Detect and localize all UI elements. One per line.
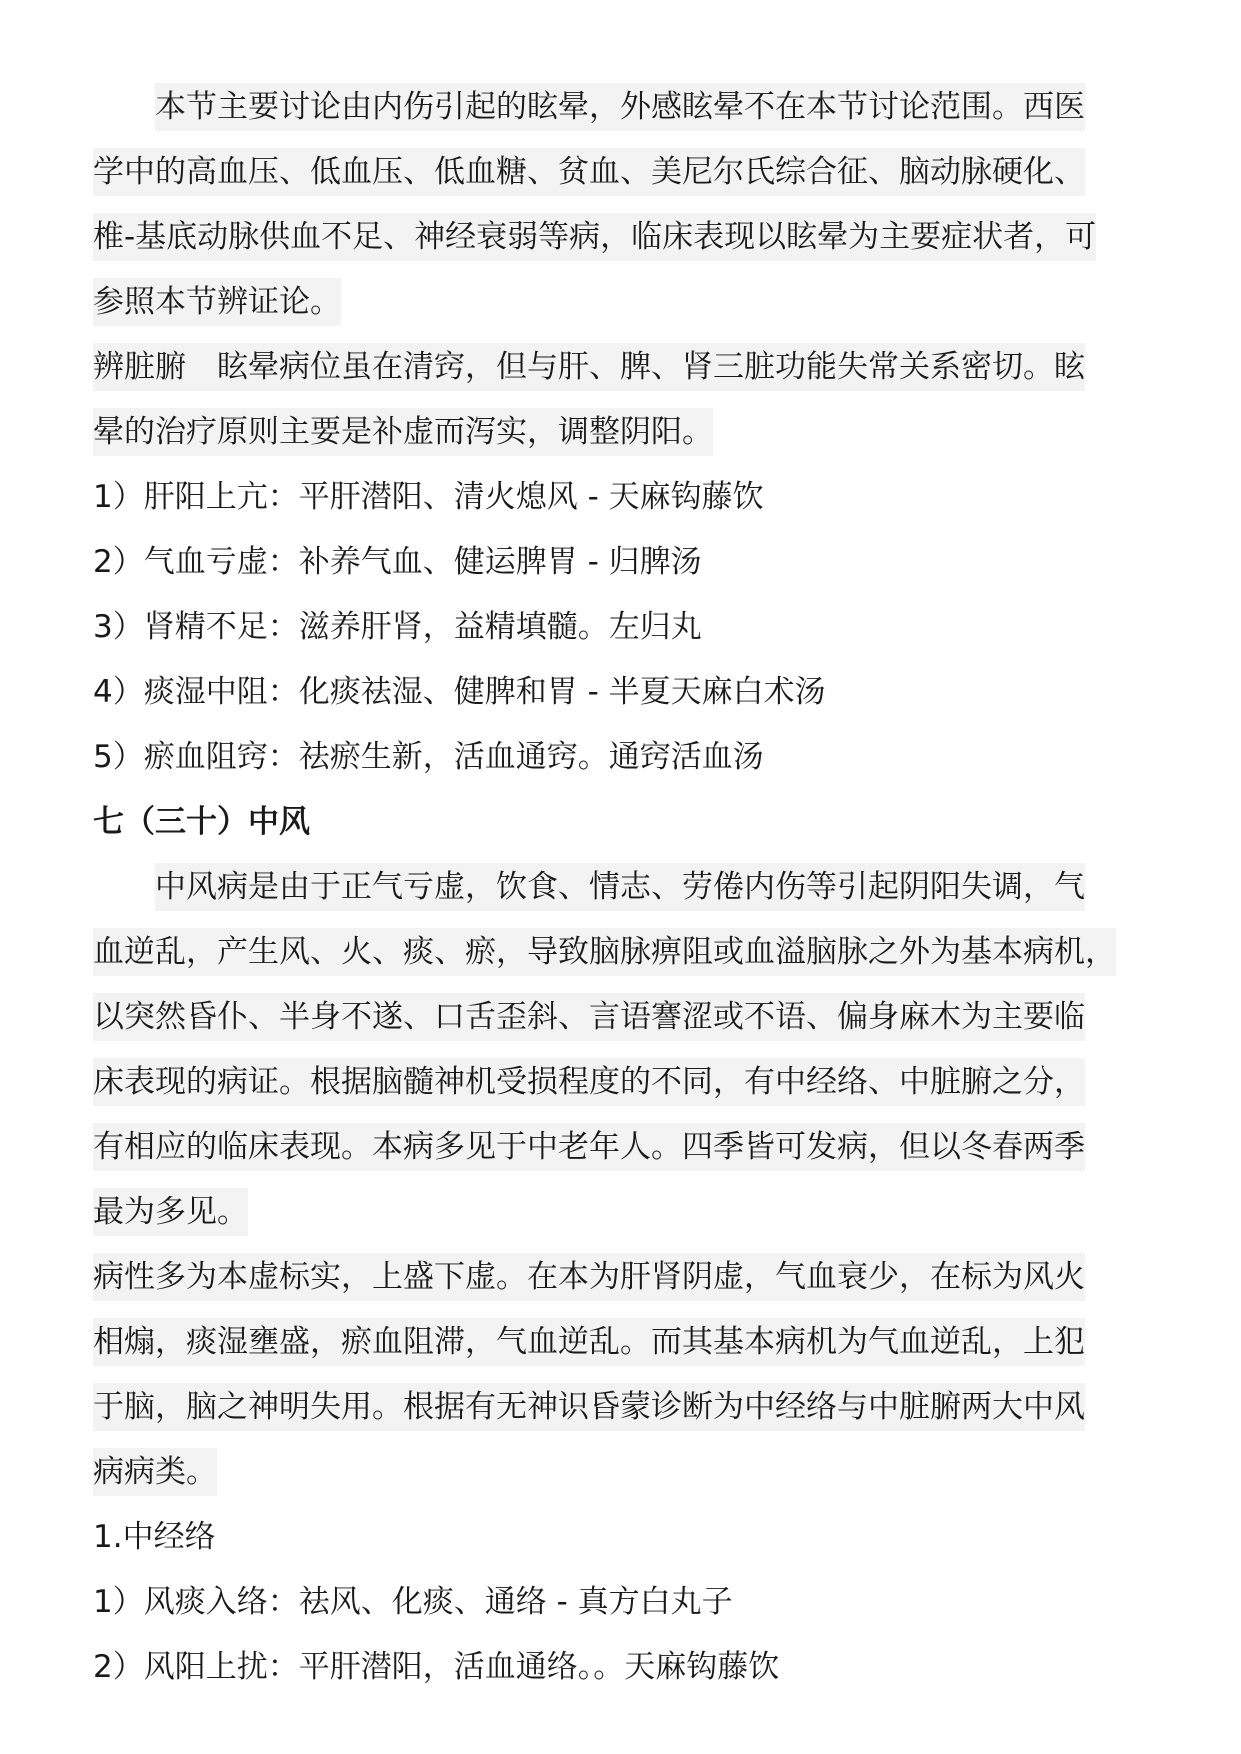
text-span: 2）气血亏虚：补养气血、健运脾胃 - 归脾汤 bbox=[93, 544, 702, 580]
paragraph-line bbox=[93, 75, 1165, 140]
document-page bbox=[93, 75, 1165, 1700]
section-heading: 七（三十）中风 bbox=[93, 804, 310, 840]
paragraph-line bbox=[93, 1440, 1165, 1505]
text-span: 学中的高血压、低血压、低血糖、贫血、美尼尔氏综合征、脑动脉硬化、 bbox=[93, 148, 1085, 196]
paragraph-line bbox=[93, 205, 1165, 270]
list-item bbox=[93, 1570, 1165, 1635]
text-span: 3）肾精不足：滋养肝肾，益精填髓。左归丸 bbox=[93, 609, 702, 645]
text-span: 晕的治疗原则主要是补虚而泻实，调整阴阳。 bbox=[93, 408, 713, 456]
text-span: 参照本节辨证论。 bbox=[93, 278, 341, 326]
subsection-heading bbox=[93, 1505, 1165, 1570]
paragraph-line bbox=[93, 1310, 1165, 1375]
text-span: 最为多见。 bbox=[93, 1188, 248, 1236]
list-item bbox=[93, 1635, 1165, 1700]
text-span: 病病类。 bbox=[93, 1448, 217, 1496]
text-span: 1）风痰入络：祛风、化痰、通络 - 真方白丸子 bbox=[93, 1584, 733, 1620]
paragraph-line bbox=[93, 1245, 1165, 1310]
list-item bbox=[93, 465, 1165, 530]
paragraph-line bbox=[93, 1050, 1165, 1115]
paragraph-line bbox=[93, 1375, 1165, 1440]
list-item bbox=[93, 660, 1165, 725]
paragraph-line bbox=[93, 855, 1165, 920]
text-span: 有相应的临床表现。本病多见于中老年人。四季皆可发病，但以冬春两季 bbox=[93, 1123, 1085, 1171]
text-span: 血逆乱，产生风、火、痰、瘀，导致脑脉痹阻或血溢脑脉之外为基本病机， bbox=[93, 928, 1116, 976]
paragraph-line bbox=[93, 400, 1165, 465]
text-span: 4）痰湿中阻：化痰祛湿、健脾和胃 - 半夏天麻白术汤 bbox=[93, 674, 826, 710]
paragraph-line bbox=[93, 140, 1165, 205]
text-span: 中风病是由于正气亏虚，饮食、情志、劳倦内伤等引起阴阳失调，气 bbox=[155, 863, 1085, 911]
text-span: 本节主要讨论由内伤引起的眩晕，外感眩晕不在本节讨论范围。西医 bbox=[155, 83, 1085, 131]
text-span: 相煽，痰湿壅盛，瘀血阻滞，气血逆乱。而其基本病机为气血逆乱，上犯 bbox=[93, 1318, 1085, 1366]
paragraph-line bbox=[93, 270, 1165, 335]
paragraph-line bbox=[93, 1180, 1165, 1245]
list-item bbox=[93, 530, 1165, 595]
text-span: 床表现的病证。根据脑髓神机受损程度的不同，有中经络、中脏腑之分， bbox=[93, 1058, 1085, 1106]
text-span: 病性多为本虚标实，上盛下虚。在本为肝肾阴虚，气血衰少，在标为风火 bbox=[93, 1253, 1085, 1301]
list-item bbox=[93, 725, 1165, 790]
text-span: 椎-基底动脉供血不足、神经衰弱等病，临床表现以眩晕为主要症状者，可 bbox=[93, 213, 1096, 261]
text-span: 1.中经络 bbox=[93, 1519, 216, 1555]
paragraph-line bbox=[93, 335, 1165, 400]
paragraph-line bbox=[93, 985, 1165, 1050]
text-span: 于脑，脑之神明失用。根据有无神识昏蒙诊断为中经络与中脏腑两大中风 bbox=[93, 1383, 1085, 1431]
paragraph-line bbox=[93, 1115, 1165, 1180]
text-span: 以突然昏仆、半身不遂、口舌歪斜、言语謇涩或不语、偏身麻木为主要临 bbox=[93, 993, 1085, 1041]
text-span: 辨脏腑 眩晕病位虽在清窍，但与肝、脾、肾三脏功能失常关系密切。眩 bbox=[93, 343, 1085, 391]
paragraph-line bbox=[93, 920, 1165, 985]
list-item bbox=[93, 595, 1165, 660]
text-span: 5）瘀血阻窍：祛瘀生新，活血通窍。通窍活血汤 bbox=[93, 739, 764, 775]
text-span: 2）风阳上扰：平肝潜阳，活血通络。。天麻钩藤饮 bbox=[93, 1649, 780, 1685]
text-span: 1）肝阳上亢：平肝潜阳、清火熄风 - 天麻钩藤饮 bbox=[93, 479, 764, 515]
